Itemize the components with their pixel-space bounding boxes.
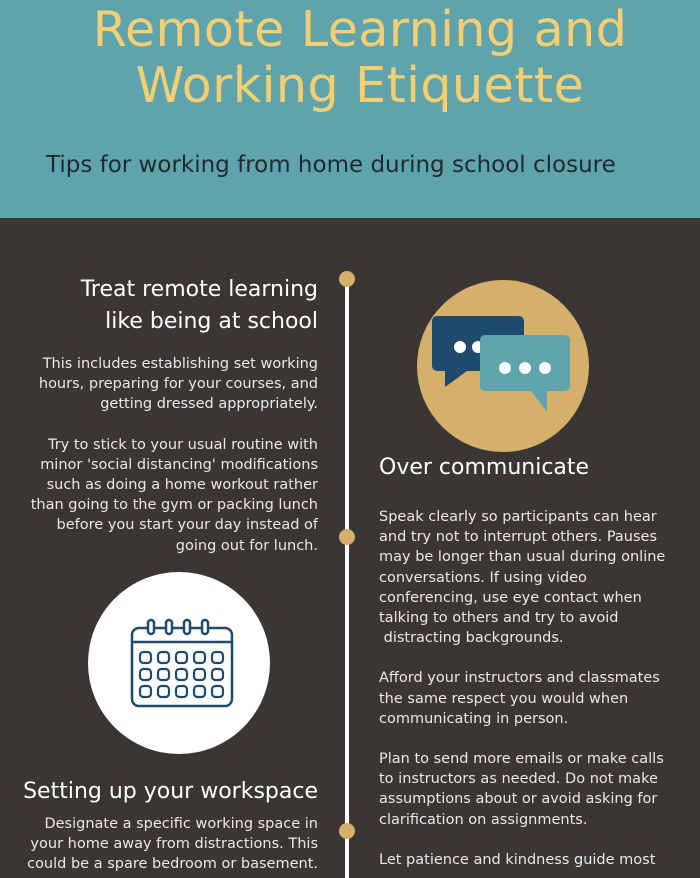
text-line: minor 'social distancing' modifications: [40, 456, 318, 473]
timeline-dot: [339, 271, 355, 287]
section-title: [31, 274, 318, 338]
text-line: the same respect you would when: [379, 690, 629, 707]
section-paragraph: [23, 814, 318, 875]
text-line: conferencing, use eye contact when: [379, 589, 642, 606]
text-line: your home away from distractions. This: [30, 836, 318, 853]
section-title: Setting up your workspace: [23, 779, 318, 804]
text-line: clarification on assignments.: [379, 811, 588, 828]
title-line-1: Remote Learning and: [92, 1, 628, 58]
section-paragraph: [379, 668, 665, 729]
section-title-line: like being at school: [105, 309, 318, 334]
text-line: Afford your instructors and classmates: [379, 670, 660, 687]
calendar-graphic: [88, 572, 270, 754]
text-line: Plan to send more emails or make calls: [379, 751, 664, 768]
page-title: [0, 2, 700, 114]
text-line: assumptions about or avoid asking for: [379, 791, 658, 808]
timeline-dot: [339, 529, 355, 545]
text-line: getting dressed appropriately.: [100, 396, 318, 413]
text-line: Let patience and kindness guide most: [379, 851, 656, 868]
section-title: Over communicate: [379, 455, 590, 480]
section-paragraph: [379, 507, 665, 648]
text-line: Speak clearly so participants can hear: [379, 509, 657, 525]
section-workspace: [23, 776, 318, 875]
page-subtitle: Tips for working from home during school closure: [46, 152, 616, 178]
text-line: communicating in person.: [379, 710, 569, 727]
timeline-dot: [339, 823, 355, 839]
section-communicate: [379, 452, 665, 870]
text-line: hours, preparing for your courses, and: [38, 376, 318, 393]
section-paragraph: [379, 749, 665, 830]
text-line: going out for lunch.: [175, 537, 318, 554]
text-line: than going to the gym or packing lunch: [30, 497, 318, 514]
text-line: Try to stick to your usual routine with: [47, 436, 318, 453]
chat-bubbles-icon: [417, 280, 589, 452]
text-line: before you start your day instead of: [56, 517, 318, 534]
text-line: distracting backgrounds.: [379, 630, 564, 647]
text-line: conversations. If using video: [379, 569, 587, 586]
calendar-icon: [88, 572, 270, 754]
text-line: could be a spare bedroom or basement.: [27, 856, 318, 873]
text-line: such as doing a home workout rather: [46, 477, 318, 494]
text-line: talking to others and try to avoid: [379, 610, 619, 627]
section-paragraph: [31, 435, 318, 556]
section-title-line: Treat remote learning: [80, 277, 318, 302]
timeline-line: [345, 278, 349, 878]
text-line: may be longer than usual during online: [379, 549, 666, 566]
section-paragraph: [379, 850, 665, 870]
text-line: to instructors as needed. Do not make: [379, 771, 658, 788]
section-paragraph: [31, 354, 318, 415]
section-school: [31, 274, 318, 556]
text-line: This includes establishing set working: [42, 356, 318, 372]
title-line-2: Working Etiquette: [135, 57, 585, 114]
chat-bubbles-graphic: [417, 280, 589, 452]
header-banner: [0, 0, 700, 218]
text-line: and try not to interrupt others. Pauses: [379, 529, 658, 546]
text-line: Designate a specific working space in: [44, 816, 318, 832]
